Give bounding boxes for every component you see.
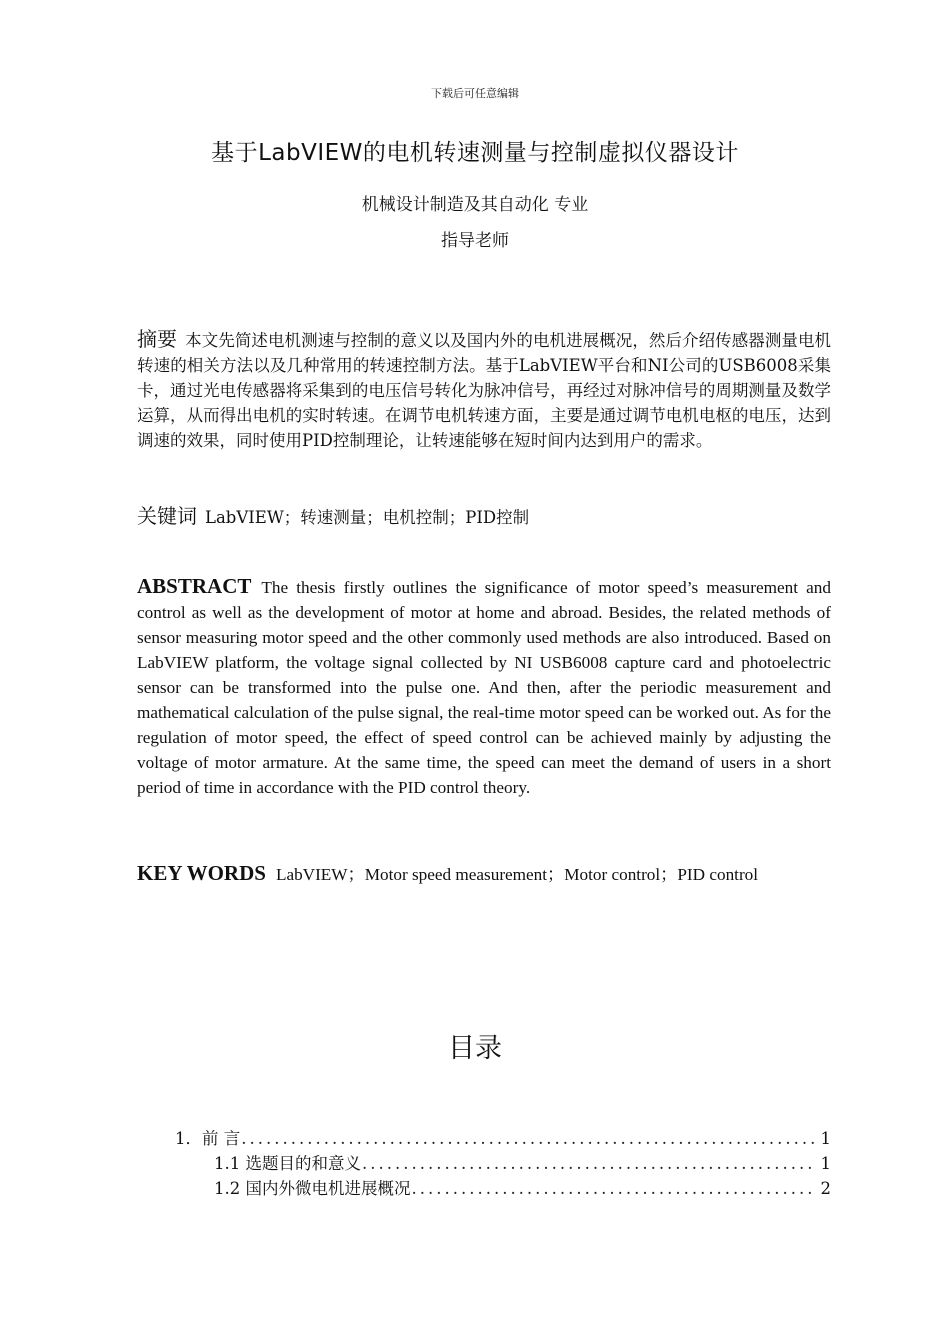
toc-entry-page: 1 [820,1129,831,1148]
toc-entry-page: 1 [820,1154,831,1173]
chinese-abstract [137,327,831,453]
english-abstract [137,574,831,800]
english-keywords-text: LabVIEW；Motor speed measurement；Motor control；PID control [275,865,759,884]
advisor-line: 指导老师 [441,231,509,251]
toc-entry-label: 1．前 言 [175,1129,241,1148]
header-note: 下载后可任意编辑 [431,87,519,100]
toc-entry[interactable] [175,1126,831,1151]
major-line: 机械设计制造及其自动化 专业 [361,195,589,215]
toc-dot-leader [362,1151,817,1176]
toc-entry[interactable] [214,1176,831,1201]
english-abstract-text: The thesis firstly outlines the significance of motor speed’s measurement and control as well as the development of motor at home and abroad. Besides, the related methods of sensor measuring motor speed and the other commonly used methods are also introduced. Based on LabVIEW platform, the voltage signal collected by NI USB6008 capture card and photoelectric sensor can be transformed into the pulse one. And then, after the periodic measurement and mathematical calculation of the pulse signal, the real-time motor speed can be worked out. As for the regulation of motor speed, the effect of speed control can be achieved mainly by adjusting the voltage of motor armature. At the same time, the speed can meet the demand of users in a short period of time in accordance with the PID control theory. [137,578,831,797]
toc-entry-label: 1.1 选题目的和意义 [214,1154,361,1173]
toc-dot-leader [241,1126,816,1151]
page-title: 基于LabVIEW的电机转速测量与控制虚拟仪器设计 [211,140,739,166]
english-keywords-label: KEY WORDS [137,861,266,885]
chinese-keywords [137,502,831,532]
toc-title: 目录 [448,1033,502,1064]
toc-entry-page: 2 [820,1179,831,1198]
english-keywords [137,858,831,890]
chinese-abstract-text: 本文先简述电机测速与控制的意义以及国内外的电机进展概况，然后介绍传感器测量电机转速的相关方法以及几种常用的转速控制方法。基于LabVIEW平台和NI公司的USB6008采集卡，通过光电传感器将采集到的电压信号转化为脉冲信号，再经过对脉冲信号的周期测量及数学运算，从而得出电机的实时转速。在调节电机转速方面，主要是通过调节电机电枢的电压，达到调速的效果，同时使用PID控制理论，让转速能够在短时间内达到用户的需求。 [137,331,831,450]
chinese-keywords-label: 关键词 [137,504,197,528]
toc-entry[interactable] [214,1151,831,1176]
toc-entry-label: 1.2 国内外微电机进展概况 [214,1179,411,1198]
english-abstract-label: ABSTRACT [137,574,252,598]
chinese-keywords-text: LabVIEW；转速测量；电机控制；PID控制 [205,508,530,527]
chinese-abstract-label: 摘要 [137,327,178,351]
toc-dot-leader [412,1176,817,1201]
